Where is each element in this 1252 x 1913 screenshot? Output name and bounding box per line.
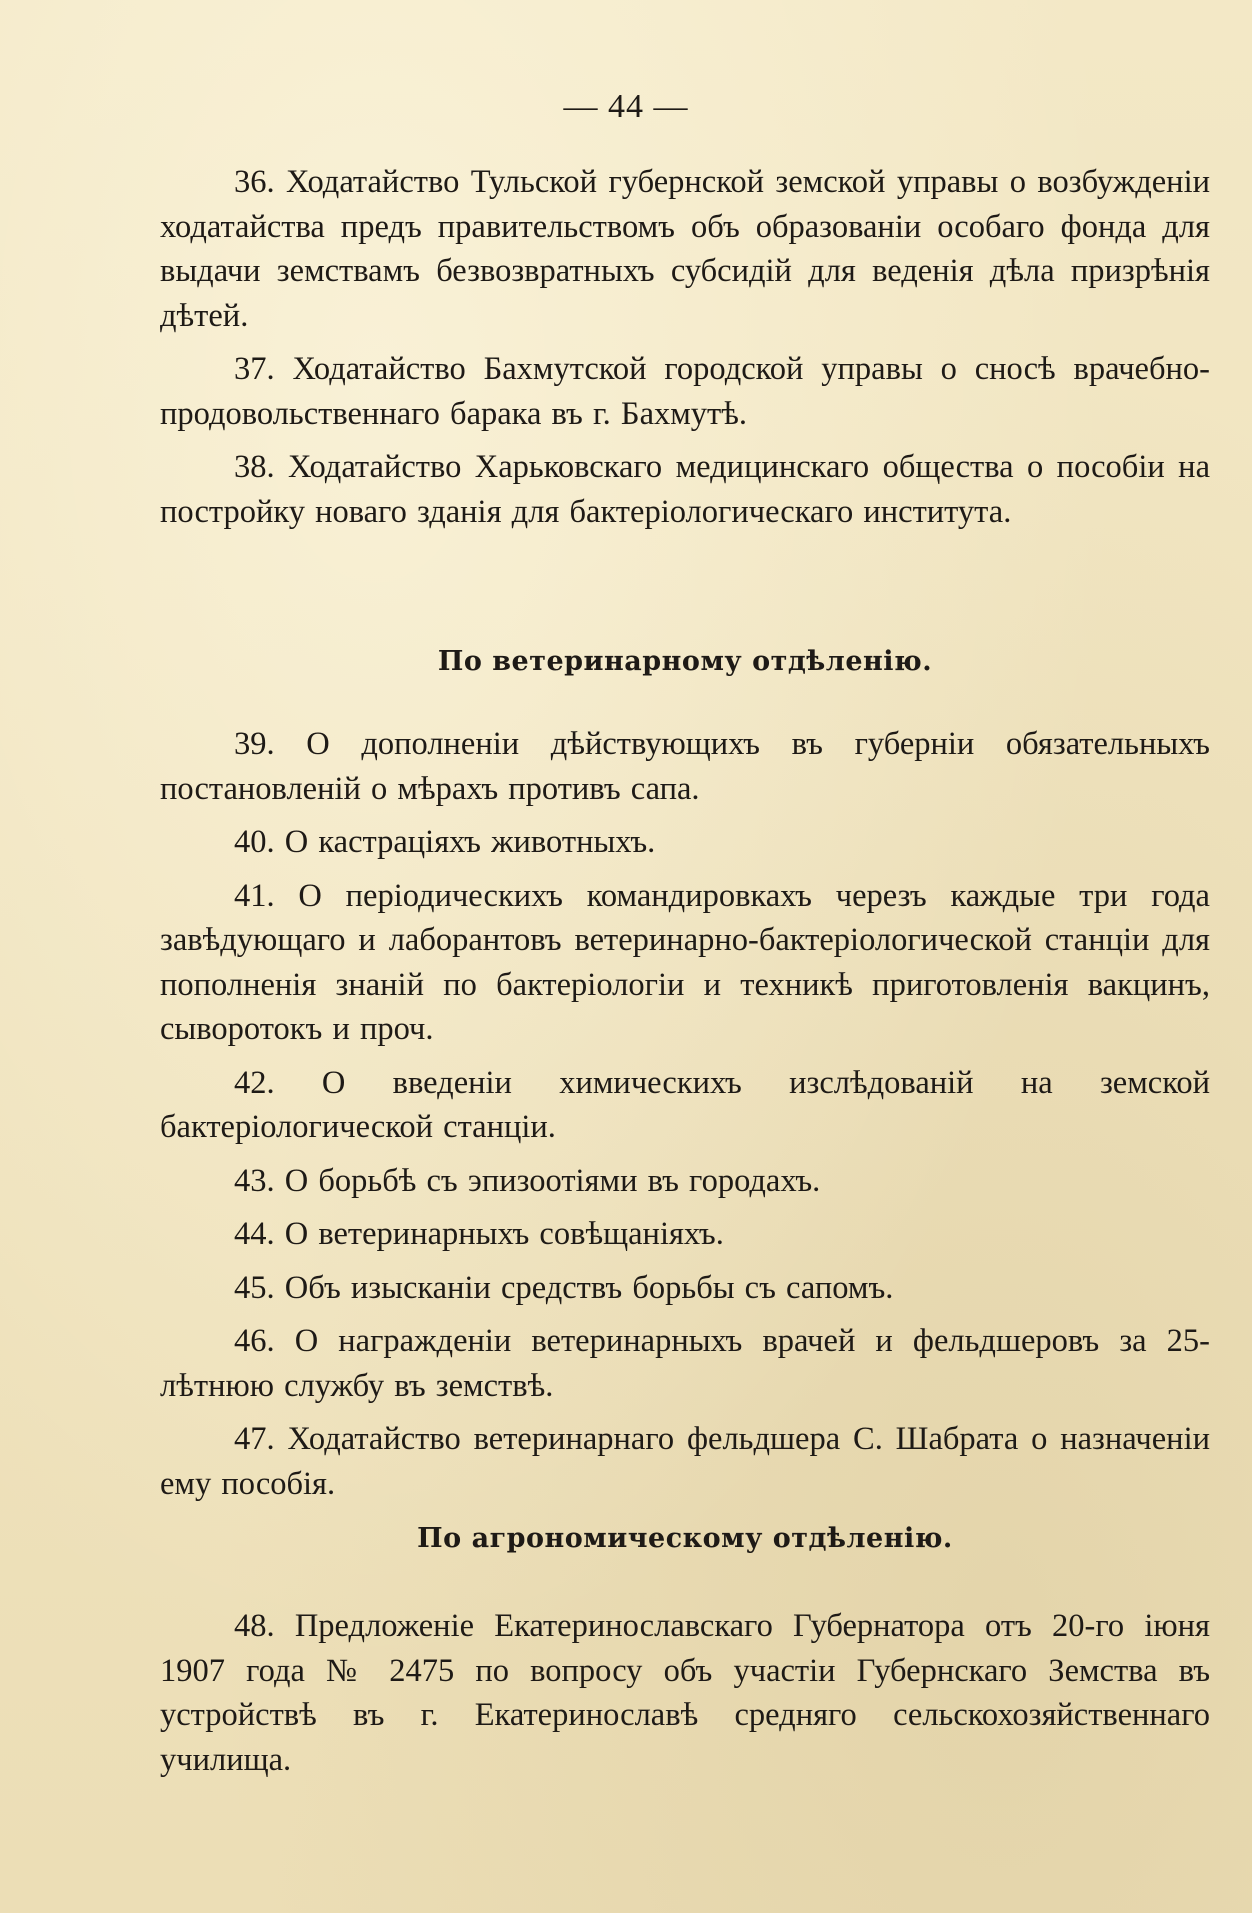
item-41: 41. О періодическихъ командировкахъ черезъ каждые три года завѣдующаго и лаборантовъ ветеринарно-бактеріологической станціи для пополненія знаній по бактеріологіи и техникѣ приготовленія вакцинъ, сыворотокъ и проч. <box>160 877 1210 1047</box>
item-43: 43. О борьбѣ съ эпизоотіями въ городахъ. <box>234 1162 821 1199</box>
item-39: 39. О дополненіи дѣйствующихъ въ губерніи обязательныхъ постановленій о мѣрахъ противъ сапа. <box>160 726 1210 807</box>
section-veterinary <box>160 722 1210 1515</box>
section-agronomic <box>160 1604 1210 1791</box>
item-37: 37. Ходатайство Бахмутской городской управы о сносѣ врачебно-продовольственнаго барака въ г. Бахмутѣ. <box>160 351 1210 432</box>
item-44: 44. О ветеринарныхъ совѣщаніяхъ. <box>234 1216 724 1252</box>
heading-veterinary: По ветеринарному отдѣленію. <box>437 646 933 677</box>
item-38: 38. Ходатайство Харьковскаго медицинскаго общества о пособіи на постройку новаго зданія для бактеріологическаго института. <box>160 449 1210 530</box>
item-42: 42. О введеніи химическихъ изслѣдованій на земской бактеріологической станціи. <box>160 1064 1210 1145</box>
item-48: 48. Предложеніе Екатеринославскаго Губернатора отъ 20-го іюня 1907 года № 2475 по вопросу объ участіи Губернскаго Земства въ устройствѣ въ г. Екатеринославѣ средняго сельскохозяйственнаго училища. <box>160 1608 1210 1778</box>
heading-veterinary-wrapper <box>160 646 1210 677</box>
item-40: 40. О кастраціяхъ животныхъ. <box>234 824 656 860</box>
heading-agronomic-wrapper <box>160 1523 1210 1554</box>
item-45: 45. Объ изысканіи средствъ борьбы съ сапомъ. <box>234 1269 894 1306</box>
page-number: — 44 — <box>563 88 689 125</box>
item-46: 46. О награжденіи ветеринарныхъ врачей и фельдшеровъ за 25-лѣтнюю службу въ земствѣ. <box>160 1323 1210 1404</box>
heading-agronomic: По агрономическому отдѣленію. <box>417 1523 953 1554</box>
item-47: 47. Ходатайство ветеринарнаго фельдшера С. Шабрата о назначеніи ему пособія. <box>160 1421 1210 1502</box>
item-36: 36. Ходатайство Тульской губернской земской управы о возбужденіи ходатайства предъ правительствомъ объ образованіи особаго фонда для выдачи земствамъ безвозвратныхъ субсидій для веденія дѣла призрѣнія дѣтей. <box>160 164 1210 334</box>
section-general <box>160 160 1210 543</box>
